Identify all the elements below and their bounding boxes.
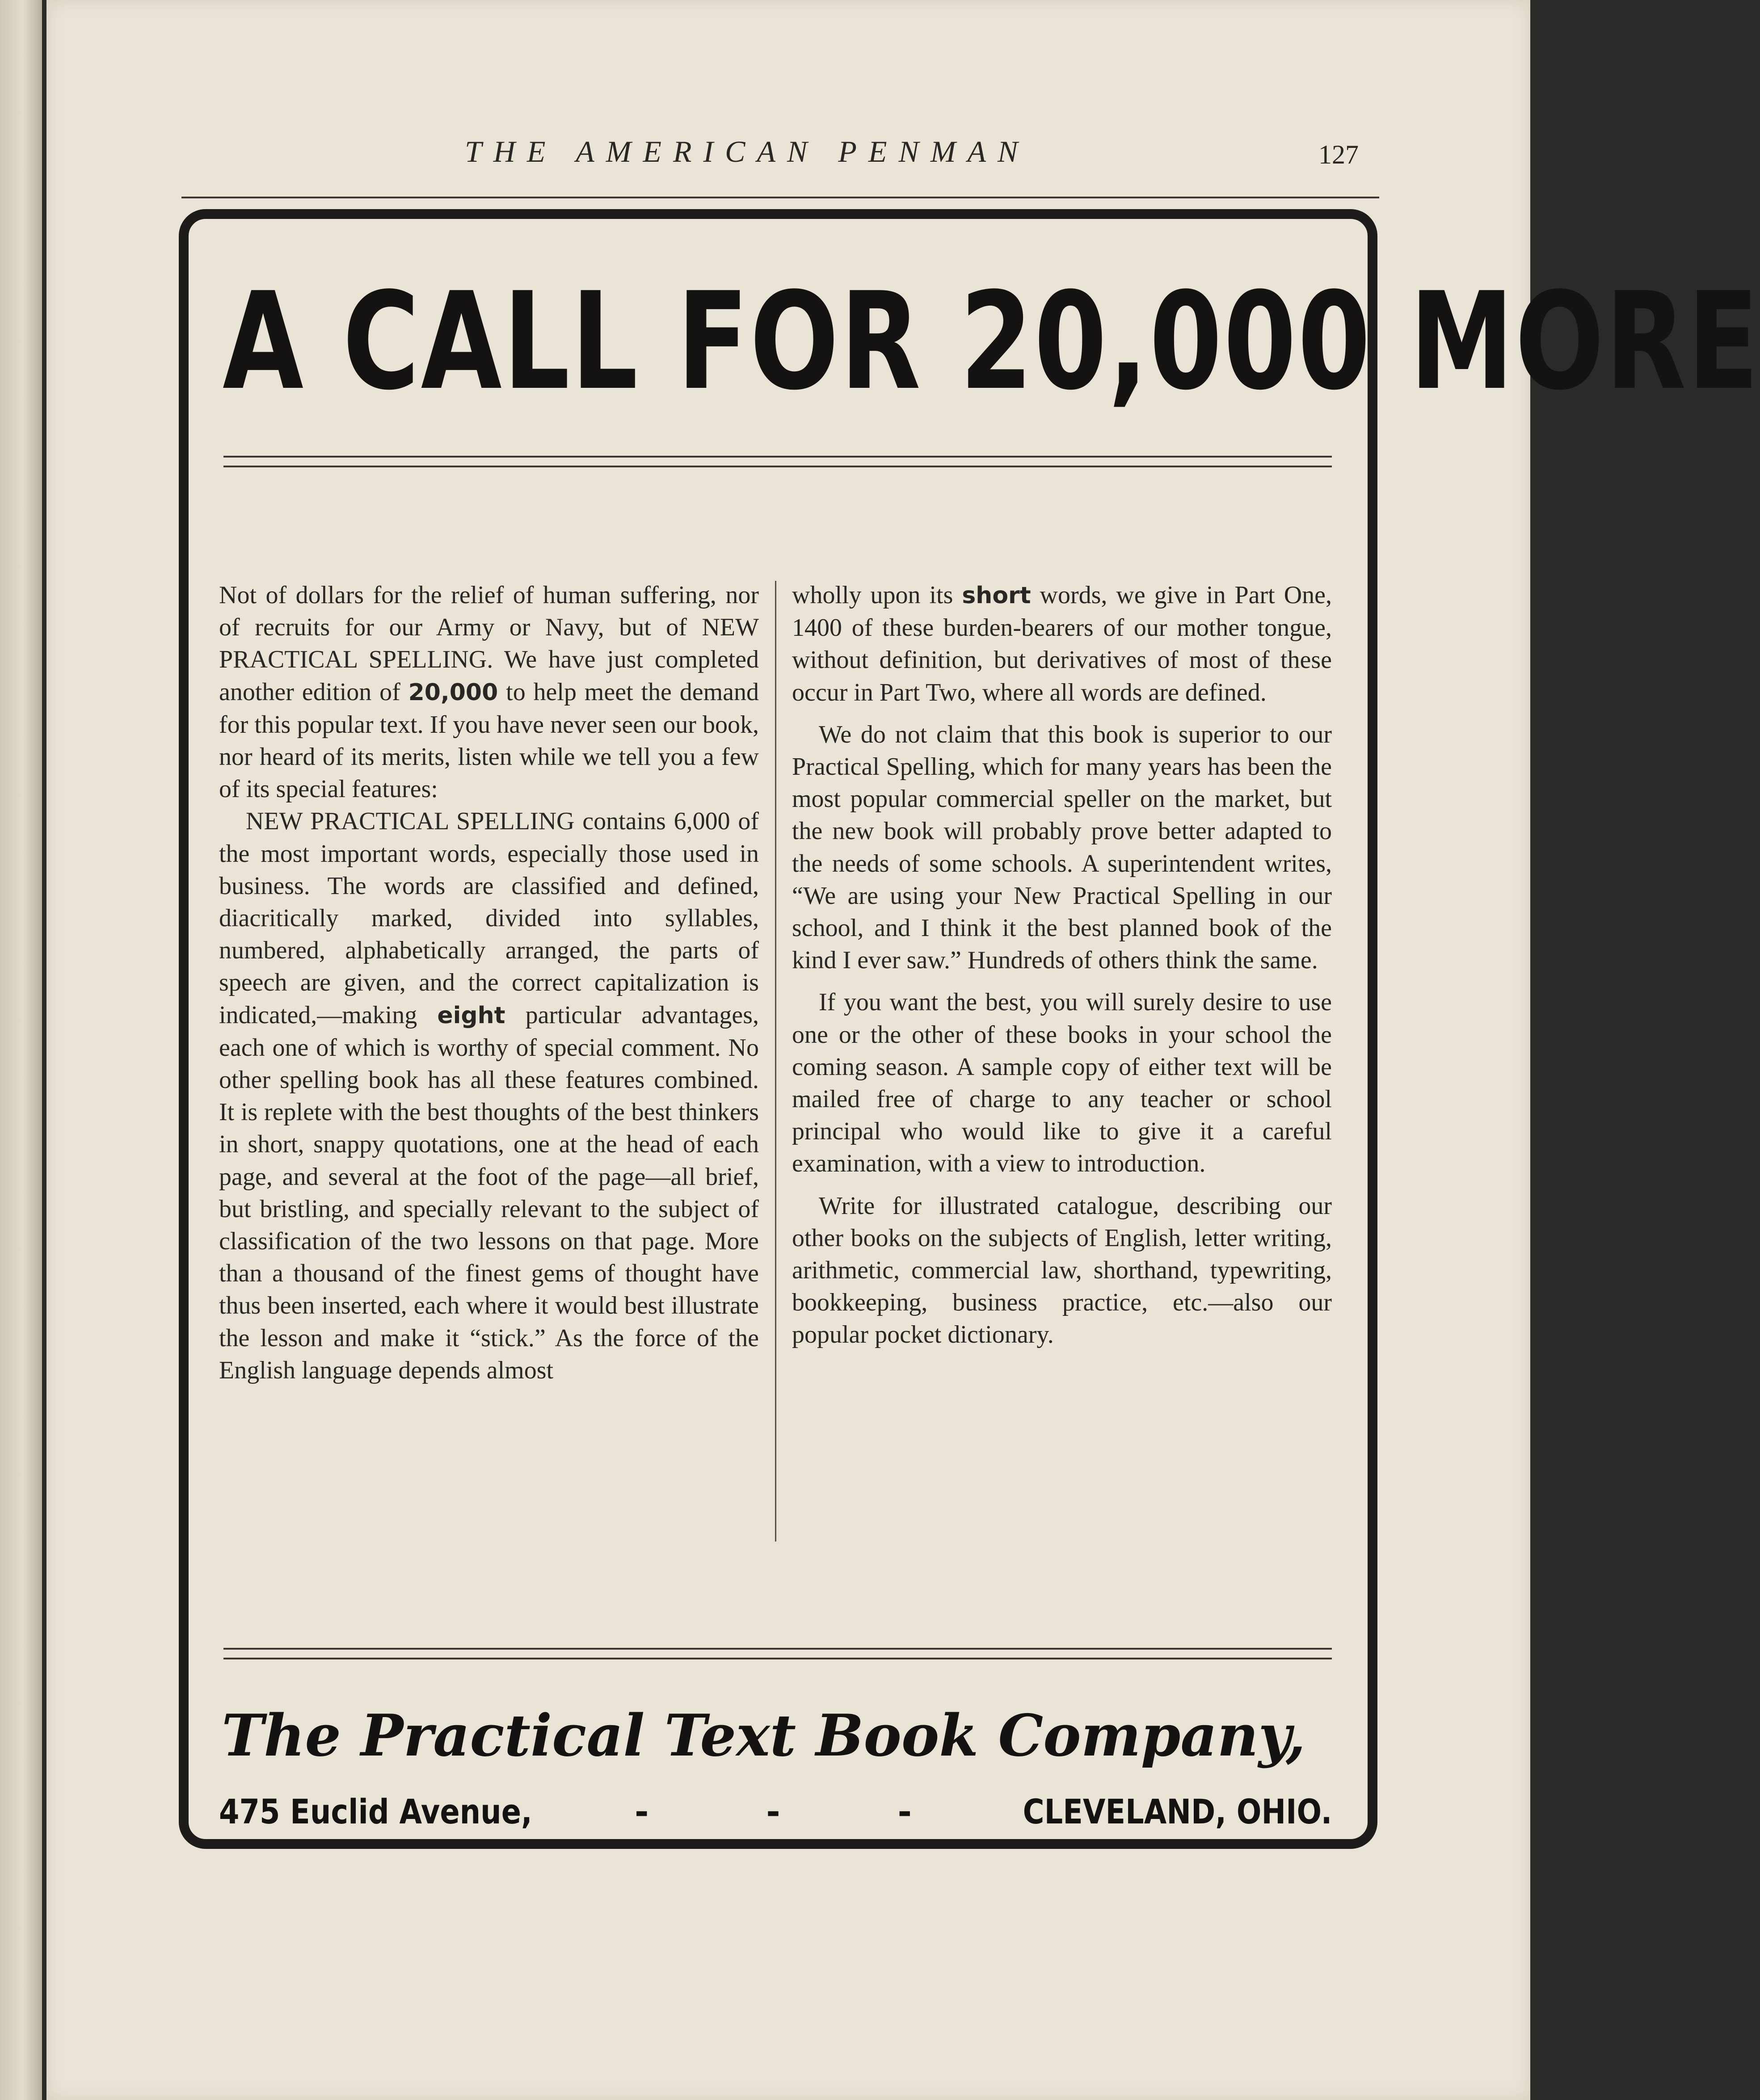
right-p1-text-end: words, we give in Part One, 1400 of these burden-bearers of our mother tongue, without definition, but derivatives of most of these occur in Part Two, where all words are defined. — [792, 581, 1332, 706]
address-line — [219, 1792, 1332, 1841]
left-paragraph-1 — [219, 579, 759, 805]
headline: A CALL FOR 20,000 MORE — [223, 264, 1760, 420]
right-p1-text: wholly upon its — [792, 581, 962, 609]
left-p2-text-end: particular advantages, each one of which is worthy of special comment. No other spelling book has all these features combined. It is replete with the best thoughts of the best thinkers in short, snappy quotations, one at the head of each page, and several at the foot of the page—all brief, but bristling, and specially relevant to the subject of classification of the two lessons on that page. More than a thousand of the finest gems of thought have thus been inserted, each where it would best illustrate the lesson and make it “stick.” As the force of the English language depends almost — [219, 1001, 759, 1384]
left-p1-text: Not of dollars for the relief of human suffering, nor of recruits for our Army or Navy, but of NEW PRACTICAL SPELLING. We have just completed another edition of — [219, 581, 759, 706]
right-column — [792, 579, 1332, 1351]
separator-dash: - — [766, 1792, 780, 1831]
running-head: THE AMERICAN PENMAN — [465, 134, 1030, 168]
left-p1-text-end: to help meet the demand for this popular text. If you have never seen our book, nor heard of its merits, listen while we tell you a few of its special features: — [219, 678, 759, 803]
separator-dash: - — [897, 1792, 912, 1831]
header-rule — [181, 197, 1379, 198]
address-separators — [635, 1792, 912, 1831]
right-p1-bold: short — [962, 582, 1031, 609]
left-column — [219, 579, 759, 1386]
footer-double-rule — [223, 1648, 1332, 1659]
headline-double-rule — [223, 456, 1332, 467]
city: CLEVELAND, OHIO. — [1023, 1792, 1332, 1831]
left-p2-bold: eight — [437, 1002, 505, 1029]
right-paragraph-3: If you want the best, you will surely desire to use one or the other of these books in your school the coming season. A sample copy of either text will be mailed free of charge to any teacher or school principal who would like to give it a careful examination, with a view to introduction. — [792, 988, 1332, 1178]
left-p2-text: NEW PRACTICAL SPELLING contains 6,000 of the most important words, especially those used in business. The words are classified and defined, diacritically marked, divided into syllables, numbered, alphabetically arranged, the parts of speech are given, and the correct capitalization is indicated,—making — [219, 807, 759, 1029]
page-number: 127 — [1318, 140, 1359, 169]
company-name: The Practical Text Book Company, — [222, 1702, 1306, 1769]
street-address: 475 Euclid Avenue, — [219, 1792, 532, 1831]
column-divider — [775, 581, 776, 1541]
right-paragraph-4: Write for illustrated catalogue, describing our other books on the subjects of English, letter writing, arithmetic, commercial law, shorthand, typewriting, bookkeeping, business practice, etc.—also our popular pocket dictionary. — [792, 1192, 1332, 1349]
facing-page-edge — [0, 0, 42, 2100]
separator-dash: - — [635, 1792, 649, 1831]
left-p1-bold: 20,000 — [408, 679, 498, 706]
right-paragraph-2: We do not claim that this book is superior to our Practical Spelling, which for many years has been the most popular commercial speller on the market, but the new book will probably prove better adapted to the needs of some schools. A superintendent writes, “We are using your New Practical Spelling in our school, and I think it the best planned book of the kind I ever saw.” Hundreds of others think the same. — [792, 720, 1332, 974]
right-paragraph-1 — [792, 579, 1332, 709]
left-paragraph-2 — [219, 805, 759, 1386]
